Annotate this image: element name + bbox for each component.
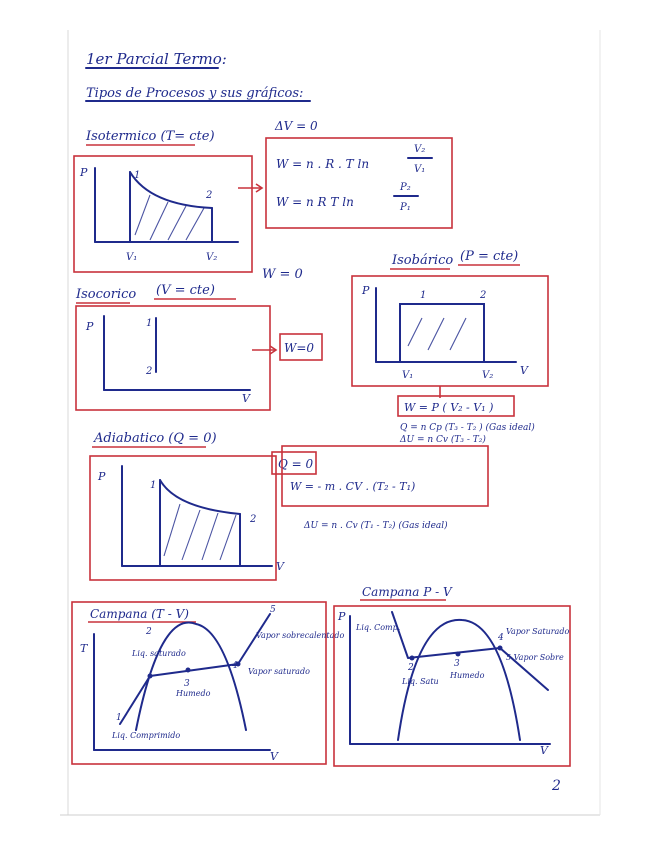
adiabatico-v-label: V — [276, 560, 284, 573]
adiabatico-w-eq: W = - m . CV . (T₂ - T₁) — [290, 480, 416, 493]
campana-pv-vapor-sat: Vapor Saturado — [506, 627, 570, 636]
isotermico-v1: V₁ — [126, 252, 138, 263]
campana-pv-point-3: 3 — [454, 659, 460, 669]
campana-tv-point-4: 4 — [232, 661, 238, 671]
campana-tv-vapor-sobre: Vapor sobrecalentado — [256, 631, 345, 640]
campana-pv-point-4: 4 — [498, 633, 504, 643]
page-subtitle: Tipos de Procesos y sus gráficos: — [86, 86, 304, 101]
campana-tv-humedo: Humedo — [176, 689, 211, 698]
adiabatico-p-label: P — [98, 470, 106, 483]
isocorico-w-box-text: W=0 — [284, 341, 315, 355]
adiabatico-point-2: 2 — [250, 514, 257, 525]
isobarico-heading: Isobárico — [392, 253, 454, 268]
campana-tv-vapor-sat: Vapor saturado — [248, 667, 310, 676]
campana-pv-humedo: Humedo — [450, 671, 485, 680]
isocorico-point-2: 2 — [146, 366, 153, 377]
campana-tv-v-label: V — [270, 750, 278, 763]
campana-pv-vapor-sobre: 5 Vapor Sobre — [506, 653, 564, 662]
campana-tv-t-label: T — [80, 642, 88, 655]
isocorico-point-1: 1 — [146, 318, 153, 329]
isotermico-point-2: 2 — [206, 190, 213, 201]
isotermico-p-label: P — [80, 166, 88, 179]
adiabatico-heading: Adiabatico (Q = 0) — [94, 431, 217, 446]
isotermico-eq2-num: P₂ — [400, 182, 411, 193]
isocorico-condition: (V = cte) — [156, 283, 215, 298]
adiabatico-point-1: 1 — [150, 480, 157, 491]
campana-pv-liq-sat: Liq. Satu — [402, 677, 439, 686]
campana-tv-liq-comp: Liq. Comprimido — [112, 731, 181, 740]
isobarico-du-eq: ΔU = n Cv (T₃ - T₂) — [400, 435, 486, 445]
isobarico-p-label: P — [362, 284, 370, 297]
isobarico-v2: V₂ — [482, 370, 494, 381]
page-number: 2 — [552, 778, 561, 794]
isobarico-v1: V₁ — [402, 370, 414, 381]
isobarico-condition: (P = cte) — [460, 249, 519, 264]
campana-tv-heading: Campana (T - V) — [90, 607, 189, 621]
campana-tv-point-1: 1 — [116, 713, 122, 723]
isocorico-w-note: W = 0 — [262, 267, 303, 282]
isotermico-point-1: 1 — [134, 170, 141, 181]
isocorico-p-label: P — [86, 320, 94, 333]
campana-tv-point-2: 2 — [146, 627, 152, 637]
isotermico-eq1-num: V₂ — [414, 144, 426, 155]
adiabatico-du-eq: ΔU = n . Cv (T₁ - T₂) (Gas ideal) — [304, 521, 448, 531]
isotermico-heading: Isotermico (T= cte) — [86, 129, 215, 144]
campana-tv-point-5: 5 — [270, 605, 276, 615]
campana-tv-point-3: 3 — [184, 679, 190, 689]
isocorico-heading: Isocorico — [76, 287, 137, 302]
isobarico-v-label: V — [520, 364, 528, 377]
adiabatico-q-box-text: Q = 0 — [278, 457, 314, 471]
isotermico-eq2: W = n R T ln — [276, 195, 354, 209]
isotermico-eq1: W = n . R . T ln — [276, 157, 370, 171]
isobarico-point-1: 1 — [420, 290, 427, 301]
isobarico-q-eq: Q = n Cp (T₃ - T₂ ) (Gas ideal) — [400, 423, 535, 433]
isocorico-v-label: V — [242, 392, 250, 405]
isotermico-delta-u: ΔV = 0 — [275, 119, 318, 133]
campana-pv-point-2: 2 — [408, 663, 414, 673]
campana-pv-liq-comp: Liq. Comp. — [356, 623, 401, 632]
campana-pv-v-label: V — [540, 744, 548, 757]
isobarico-point-2: 2 — [480, 290, 487, 301]
page-title: 1er Parcial Termo: — [86, 50, 227, 68]
campana-pv-p-label: P — [338, 610, 346, 623]
isotermico-v2: V₂ — [206, 252, 218, 263]
isotermico-eq1-den: V₁ — [414, 164, 426, 175]
campana-tv-liq-sat: Liq. saturado — [132, 649, 186, 658]
isotermico-eq2-den: P₁ — [400, 202, 411, 213]
campana-pv-heading: Campana P - V — [362, 585, 452, 599]
isobarico-w-eq: W = P ( V₂ - V₁ ) — [404, 401, 494, 414]
